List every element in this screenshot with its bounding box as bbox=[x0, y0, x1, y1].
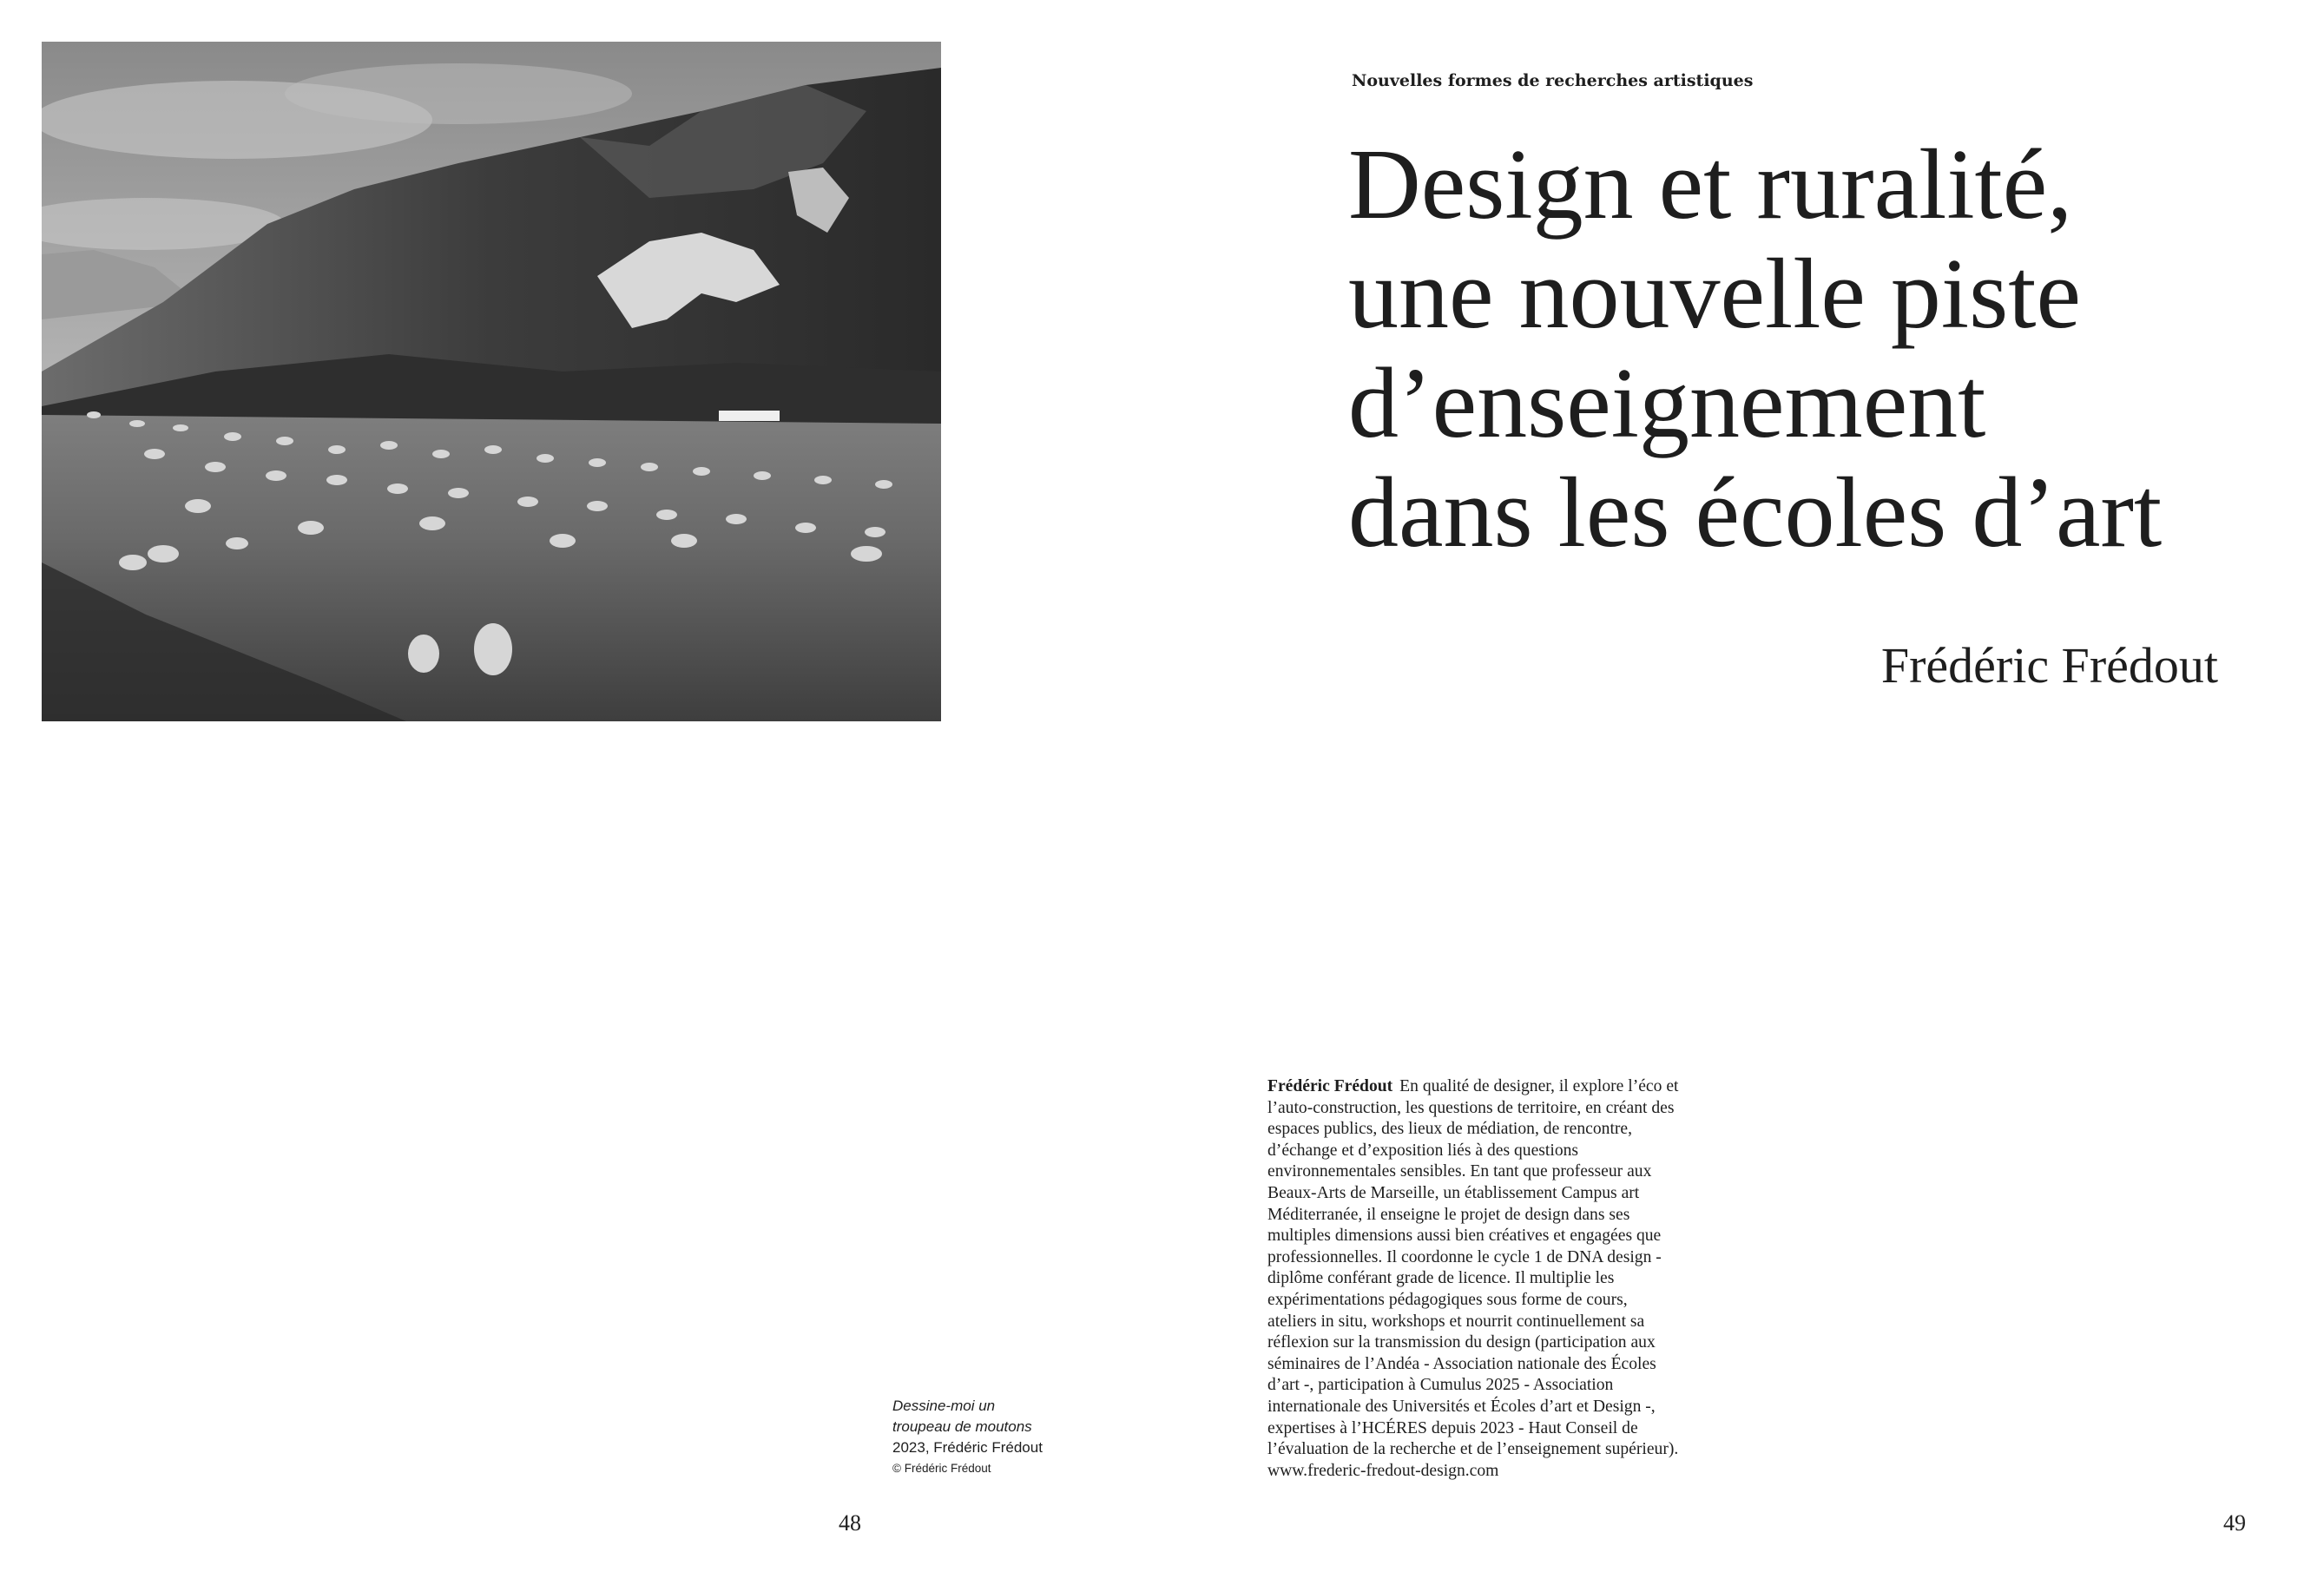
sheep-pasture-image bbox=[42, 42, 941, 721]
caption-year-author: 2023, Frédéric Frédout bbox=[892, 1439, 1043, 1456]
bio-line: ateliers in situ, workshops et nourrit continuellement sa bbox=[1267, 1312, 1645, 1331]
bio-line: l’évaluation de la recherche et de l’enseignement supérieur). bbox=[1267, 1440, 1679, 1459]
bio-line: d’art -, participation à Cumulus 2025 - Association bbox=[1267, 1376, 1614, 1395]
page-number-left: 48 bbox=[839, 1510, 861, 1536]
page-number-right: 49 bbox=[2223, 1510, 2246, 1536]
article-title bbox=[1348, 130, 2260, 568]
bio-line: l’auto-construction, les questions de territoire, en créant des bbox=[1267, 1098, 1675, 1117]
title-line-3: d’enseignement bbox=[1348, 348, 1986, 459]
caption-copyright: © Frédéric Frédout bbox=[892, 1462, 991, 1475]
bio-line: professionnelles. Il coordonne le cycle 1 de DNA design - bbox=[1267, 1247, 1662, 1266]
bio-text-1: En qualité de designer, il explore l’éco et bbox=[1399, 1077, 1679, 1095]
author-bio bbox=[1267, 1076, 1728, 1482]
bio-line: diplôme conférant grade de licence. Il multiplie les bbox=[1267, 1269, 1615, 1288]
bio-line: réflexion sur la transmission du design (participation aux bbox=[1267, 1333, 1656, 1352]
bio-line: internationale des Universités et Écoles d’art et Design -, bbox=[1267, 1397, 1656, 1416]
bio-line: environnementales sensibles. En tant que professeur aux bbox=[1267, 1162, 1652, 1181]
author-website-link[interactable]: www.frederic-fredout-design.com bbox=[1267, 1461, 1499, 1480]
landscape-photo bbox=[42, 42, 941, 721]
bio-line: multiples dimensions aussi bien créatives et engagées que bbox=[1267, 1227, 1662, 1246]
photo-caption bbox=[892, 1396, 1101, 1479]
bio-name: Frédéric Frédout bbox=[1267, 1077, 1393, 1095]
title-line-4: dans les écoles d’art bbox=[1348, 457, 2163, 569]
bio-line: d’échange et d’exposition liés à des questions bbox=[1267, 1141, 1579, 1160]
bio-line: expertises à l’HCÉRES depuis 2023 - Haut Conseil de bbox=[1267, 1418, 1638, 1437]
bio-line: séminaires de l’Andéa - Association nationale des Écoles bbox=[1267, 1354, 1656, 1373]
caption-title-line2: troupeau de moutons bbox=[892, 1418, 1032, 1435]
bio-line: Méditerranée, il enseigne le projet de design dans ses bbox=[1267, 1205, 1630, 1224]
title-line-1: Design et ruralité, bbox=[1348, 129, 2073, 240]
title-line-2: une nouvelle piste bbox=[1348, 239, 2082, 350]
caption-title-line1: Dessine-moi un bbox=[892, 1398, 996, 1414]
bio-line-1 bbox=[1267, 1076, 1728, 1098]
bio-line: Beaux-Arts de Marseille, un établissement Campus art bbox=[1267, 1183, 1640, 1202]
section-kicker: Nouvelles formes de recherches artistiques bbox=[1352, 71, 1754, 90]
article-author: Frédéric Frédout bbox=[1880, 637, 2218, 694]
bio-line: espaces publics, des lieux de médiation, de rencontre, bbox=[1267, 1120, 1633, 1139]
bio-line: expérimentations pédagogiques sous forme de cours, bbox=[1267, 1290, 1628, 1309]
